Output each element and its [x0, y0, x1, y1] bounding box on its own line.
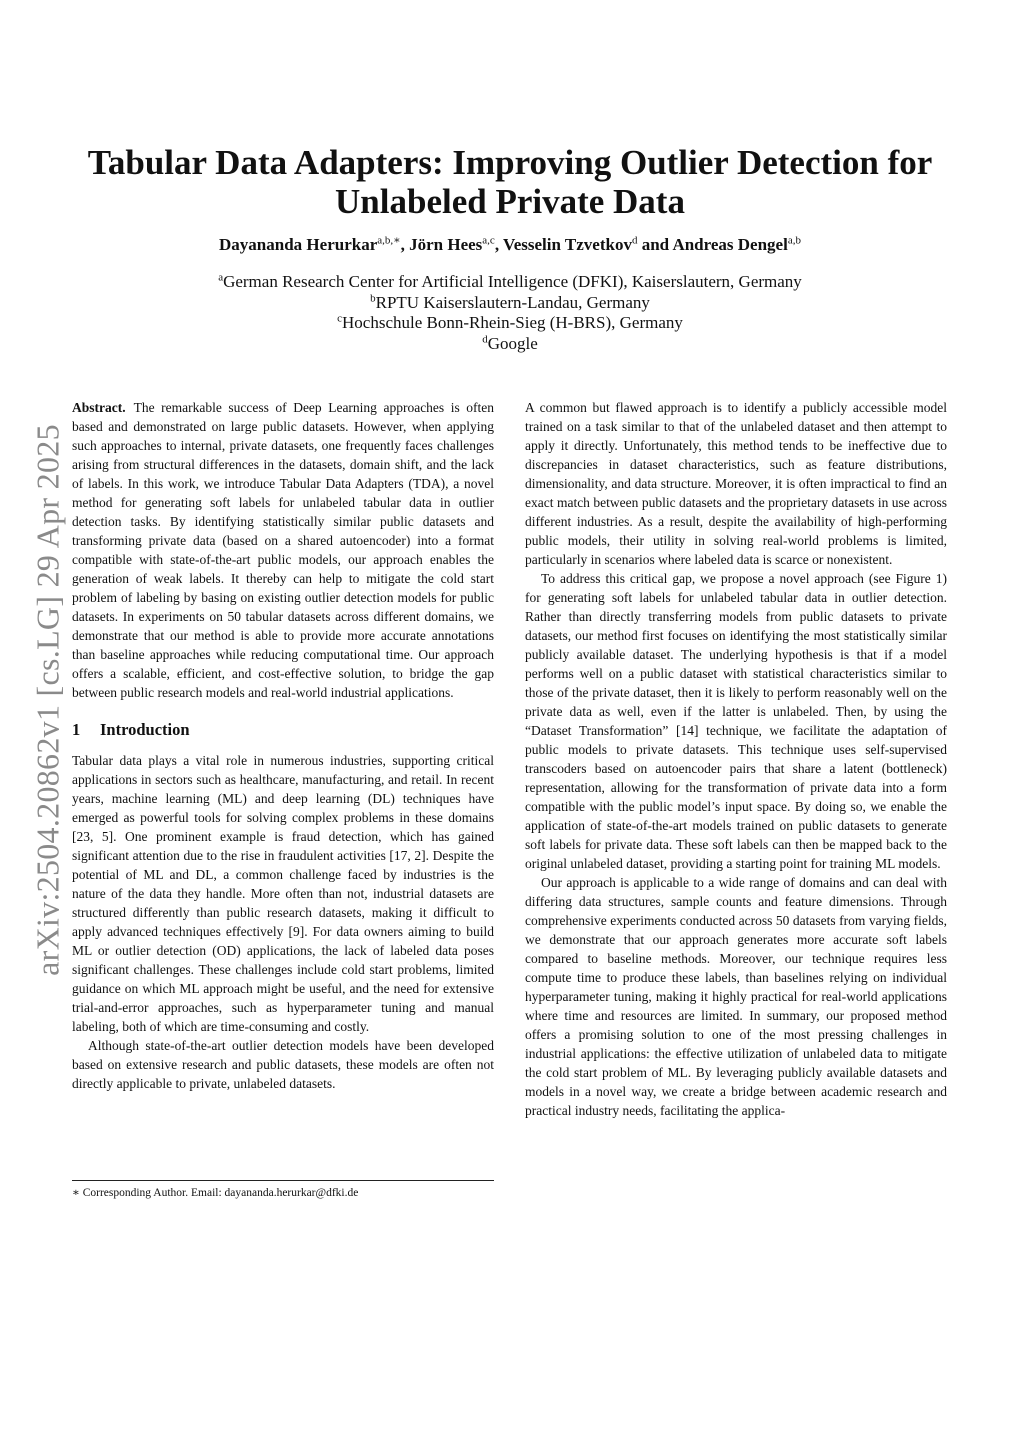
affiliation-marker: b	[370, 291, 376, 304]
body-paragraph: Although state-of-the-art outlier detection models have been developed based on extensive research and public datasets, these models are often not directly applicable to private, unlabeled datasets.	[72, 1038, 494, 1091]
affiliation-text: German Research Center for Artificial Intelligence (DFKI), Kaiserslautern, Germany	[223, 272, 802, 291]
author-name: Dayananda Herurkar	[219, 235, 378, 254]
left-column	[72, 398, 494, 1093]
affiliation-item	[70, 293, 950, 314]
body-paragraph: A common but flawed approach is to identify a publicly accessible model trained on a task similar to that of the unlabeled dataset and then attempt to apply it directly. Unfortunately, this method tends to be ineffective due to discrepancies in dataset characteristics, such as feature distributions, dimensionality, and data structure. Moreover, it is often impractical to find an exact match between public datasets and the proprietary datasets in use across different industries. As a result, despite the availability of high-performing public models, their utility in solving real-world problems is limited, particularly in scenarios where labeled data is scarce or nonexistent.	[525, 400, 947, 567]
author-separator: ,	[400, 235, 410, 254]
footnote-text: Corresponding Author. Email: dayananda.herurkar@dfki.de	[82, 1187, 359, 1199]
footnote-marker: ∗	[72, 1187, 80, 1199]
affiliation-item	[70, 334, 950, 355]
author-affiliation-marker: a,b,∗	[377, 234, 401, 247]
title-line-2: Unlabeled Private Data	[335, 182, 685, 221]
author-affiliation-marker: a,c	[482, 234, 495, 247]
author-list	[70, 233, 950, 257]
right-column	[525, 398, 947, 1120]
section-title: Introduction	[100, 720, 190, 739]
author-name: Andreas Dengel	[672, 235, 788, 254]
author-separator: and	[637, 235, 673, 254]
section-heading	[72, 720, 494, 740]
author-separator: ,	[494, 235, 504, 254]
affiliation-text: RPTU Kaiserslautern-Landau, Germany	[375, 292, 650, 312]
author-name: Vesselin Tzvetkov	[503, 235, 632, 254]
affiliation-list	[70, 272, 950, 354]
author-affiliation-marker: d	[631, 234, 638, 247]
paper-title	[70, 143, 950, 221]
affiliation-marker: d	[482, 332, 488, 345]
affiliation-text: Google	[487, 333, 538, 353]
affiliation-marker: a	[218, 271, 224, 284]
body-paragraph: To address this critical gap, we propose a novel approach (see Figure 1) for generating soft labels for unlabeled tabular data in outlier detection. Rather than directly transferring models from public datasets to private datasets, our method first focuses on identifying the most statistically similar publicly available dataset. The underlying hypothesis is that if a model performs well on a public dataset with statistical characteristics similar to those of the private dataset, then it is likely to perform reasonably well on the private data as well, even if the latter is unlabeled. Then, by using the “Dataset Transformation” [14] technique, we facilitate the adaptation of public models to private datasets. This technique uses self-supervised transcoders based on autoencoder pairs that share a latent (bottleneck) representation, allowing for the transformation of private data into a form compatible with the public model’s input space. By doing so, we enable the application of state-of-the-art models trained on public datasets to generate soft labels for private data. These soft labels can then be mapped back to the original unlabeled dataset, providing a starting point for training ML models.	[525, 571, 947, 871]
arxiv-identifier: arXiv:2504.20862v1 [cs.LG] 29 Apr 2025	[29, 424, 66, 976]
body-paragraph: Tabular data plays a vital role in numerous industries, supporting critical applications in sectors such as healthcare, manufacturing, and retail. In recent years, machine learning (ML) and deep learning (DL) techniques have emerged as powerful tools for solving complex problems in these domains [23, 5]. One prominent example is fraud detection, which has gained significant attention due to the rise in fraudulent activities [17, 2]. Despite the potential of ML and DL, a common challenge faced by industries is the nature of the data they handle. More often than not, industrial datasets are structured differently than public research datasets, making it difficult to apply advanced techniques effectively [9]. For data owners aiming to build ML or outlier detection (OD) applications, the lack of labeled data poses significant challenges. These challenges include cold start problems, limited guidance on which ML approach might be useful, and the need for extensive trial-and-error approaches, such as hyperparameter tuning and manual labeling, both of which are time-consuming and costly.	[72, 753, 494, 1034]
affiliation-item	[70, 313, 950, 334]
affiliation-marker: c	[337, 312, 342, 325]
abstract	[72, 398, 494, 702]
author-affiliation-marker: a,b	[787, 234, 801, 247]
abstract-text: The remarkable success of Deep Learning approaches is often based and demonstrated on large public datasets. However, when applying such approaches to internal, private datasets, one frequently faces challenges arising from structural differences in the datasets, domain shift, and the lack of labels. In this work, we introduce Tabular Data Adapters (TDA), a novel method for generating soft labels for unlabeled tabular data in outlier detection tasks. By identifying statistically similar public datasets and transforming private data (based on a shared autoencoder) into a format compatible with state-of-the-art public models, our approach enables the generation of weak labels. It thereby can help to mitigate the cold start problem of labeling by basing on existing outlier detection models for public datasets. In experiments on 50 tabular datasets across different domains, we demonstrate that our method is able to provide more accurate annotations than baseline approaches while reducing computational time. Our approach offers a scalable, efficient, and cost-effective solution, to bridge the gap between public research models and real-world industrial applications.	[72, 400, 494, 700]
title-line-1: Tabular Data Adapters: Improving Outlier Detection for	[87, 143, 933, 182]
footnote	[72, 1180, 494, 1201]
author-name: Jörn Hees	[409, 235, 483, 254]
affiliation-text: Hochschule Bonn-Rhein-Sieg (H-BRS), Germany	[342, 313, 683, 332]
affiliation-item	[70, 272, 950, 293]
section-number: 1	[72, 720, 81, 739]
abstract-heading: Abstract.	[72, 400, 126, 415]
body-paragraph: Our approach is applicable to a wide range of domains and can deal with differing data structures, sample counts and feature dimensions. Through comprehensive experiments conducted across 50 datasets from varying fields, we demonstrate that our approach generates more accurate soft labels compared to baseline methods. Moreover, our technique requires less compute time to produce these labels, than baselines relying on individual hyperparameter tuning, making it highly practical for real-world applications where time and resources are limited. In summary, our proposed method offers a promising solution to one of the most pressing challenges in industrial applications: the effective utilization of unlabeled data to mitigate the cold start problem of ML. By leveraging publicly available datasets and models in a novel way, we create a bridge between academic research and practical industry needs, facilitating the applica-	[525, 875, 947, 1118]
